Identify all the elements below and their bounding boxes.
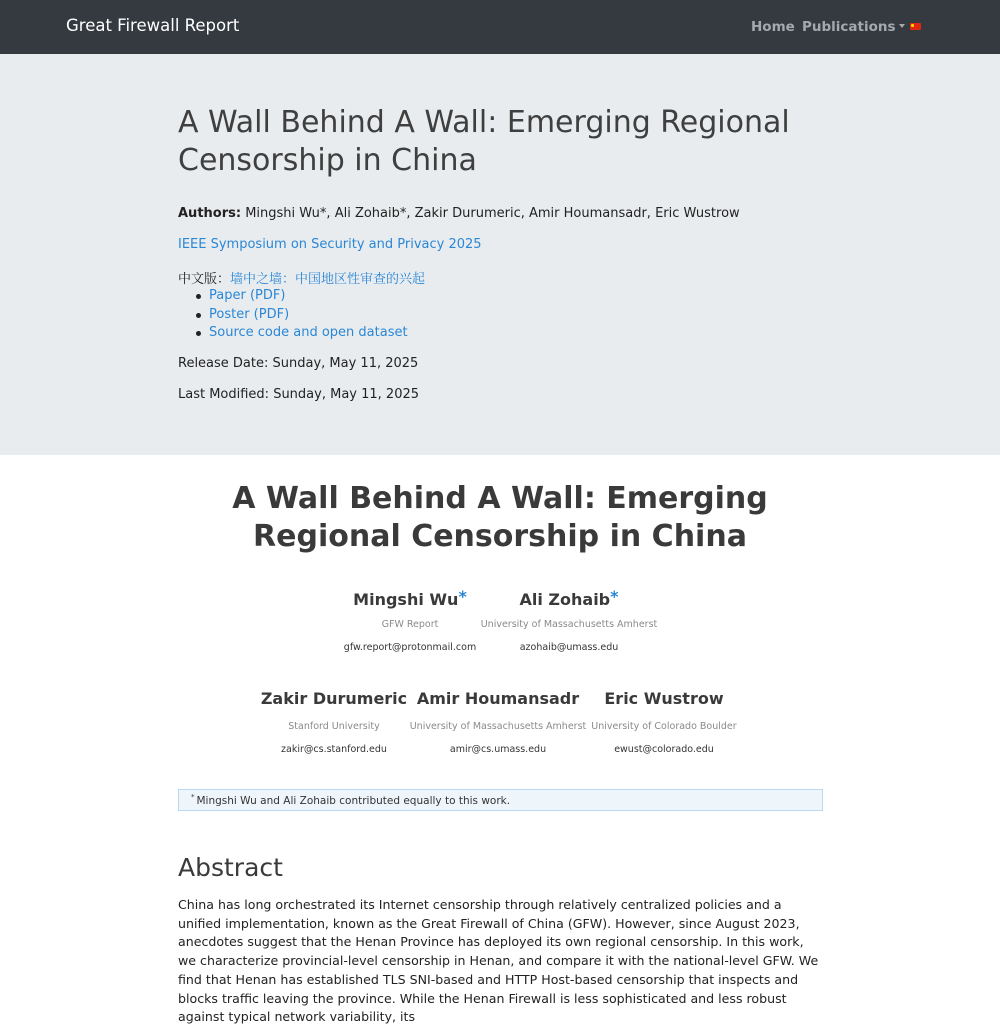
abstract-text: China has long orchestrated its Internet censorship through relatively centralized policies and a unified implementation, known as the Great Firewall of China (GFW). However, since August 2023, anecdotes suggest that the Henan Province has deployed its own regional censorship. In this work, we characterize provincial-level censorship in Henan, and compare it with the national-level GFW. We find that Henan has established TLS SNI-based and HTTP Host-based censorship that inspects and blocks traffic leaving the province. While the Henan Firewall is less sophisticated and less robust against typical network variability, its [178,897,819,1025]
author-name-container [474,587,664,609]
navbar [0,0,1000,54]
author-email[interactable]: azohaib@umass.edu [519,642,619,653]
chinese-version-label: 中文版： [178,272,231,287]
author-email[interactable]: zakir@cs.stanford.edu [281,744,387,755]
equal-contribution-note [178,789,823,811]
author-star-link[interactable]: * [458,587,467,606]
chinese-version-line [178,268,425,287]
authors-line [178,206,740,221]
paper-title: A Wall Behind A Wall: Emerging Regional Censorship in China [232,481,768,554]
author-card [403,689,593,755]
author-name: Ali Zohaib [519,590,611,609]
author-affiliation: University of Massachusetts Amherst [480,619,658,630]
last-modified: Last Modified: Sunday, May 11, 2025 [178,387,420,402]
author-affiliation: Stanford University [288,721,380,732]
nav-publications-dropdown[interactable] [802,19,905,35]
header-title: A Wall Behind A Wall: Emerging Regional Censorship in China [178,105,790,178]
author-card [474,587,664,653]
author-email[interactable]: gfw.report@protonmail.com [343,642,477,653]
author-name: Zakir Durumeric [260,689,408,708]
chinese-version-link[interactable]: 墙中之墙：中国地区性审查的兴起 [230,272,426,287]
poster-pdf-link[interactable]: Poster (PDF) [209,306,408,325]
note-text: Mingshi Wu and Ali Zohaib contributed equally to this work. [196,795,511,807]
author-star-link[interactable]: * [610,587,619,606]
resource-links-list [209,287,408,343]
author-email[interactable]: amir@cs.umass.edu [449,744,547,755]
author-card [569,689,759,755]
authors-list: Mingshi Wu*, Ali Zohaib*, Zakir Durumeric, Amir Houmansadr, Eric Wustrow [245,206,740,221]
paper-pdf-link[interactable]: Paper (PDF) [209,287,408,306]
author-email[interactable]: ewust@colorado.edu [614,744,714,755]
note-star: * [191,793,195,801]
venue-link[interactable]: IEEE Symposium on Security and Privacy 2025 [178,237,482,252]
nav-home-link[interactable]: Home [751,19,795,35]
source-code-link[interactable]: Source code and open dataset [209,324,408,343]
authors-label: Authors: [178,206,242,221]
author-affiliation: University of Colorado Boulder [591,721,737,732]
author-affiliation: GFW Report [381,619,439,630]
venue-line [178,237,482,252]
caret-down-icon [899,24,905,28]
nav-publications-label: Publications [802,19,896,35]
china-flag-icon[interactable] [910,23,921,30]
brand-link[interactable]: Great Firewall Report [66,16,240,35]
author-affiliation: University of Massachusetts Amherst [409,721,587,732]
author-name: Mingshi Wu [353,590,459,609]
abstract-heading: Abstract [178,853,283,882]
author-name: Eric Wustrow [604,689,724,708]
author-name: Amir Houmansadr [416,689,580,708]
release-date: Release Date: Sunday, May 11, 2025 [178,356,419,371]
author-card [239,689,429,755]
